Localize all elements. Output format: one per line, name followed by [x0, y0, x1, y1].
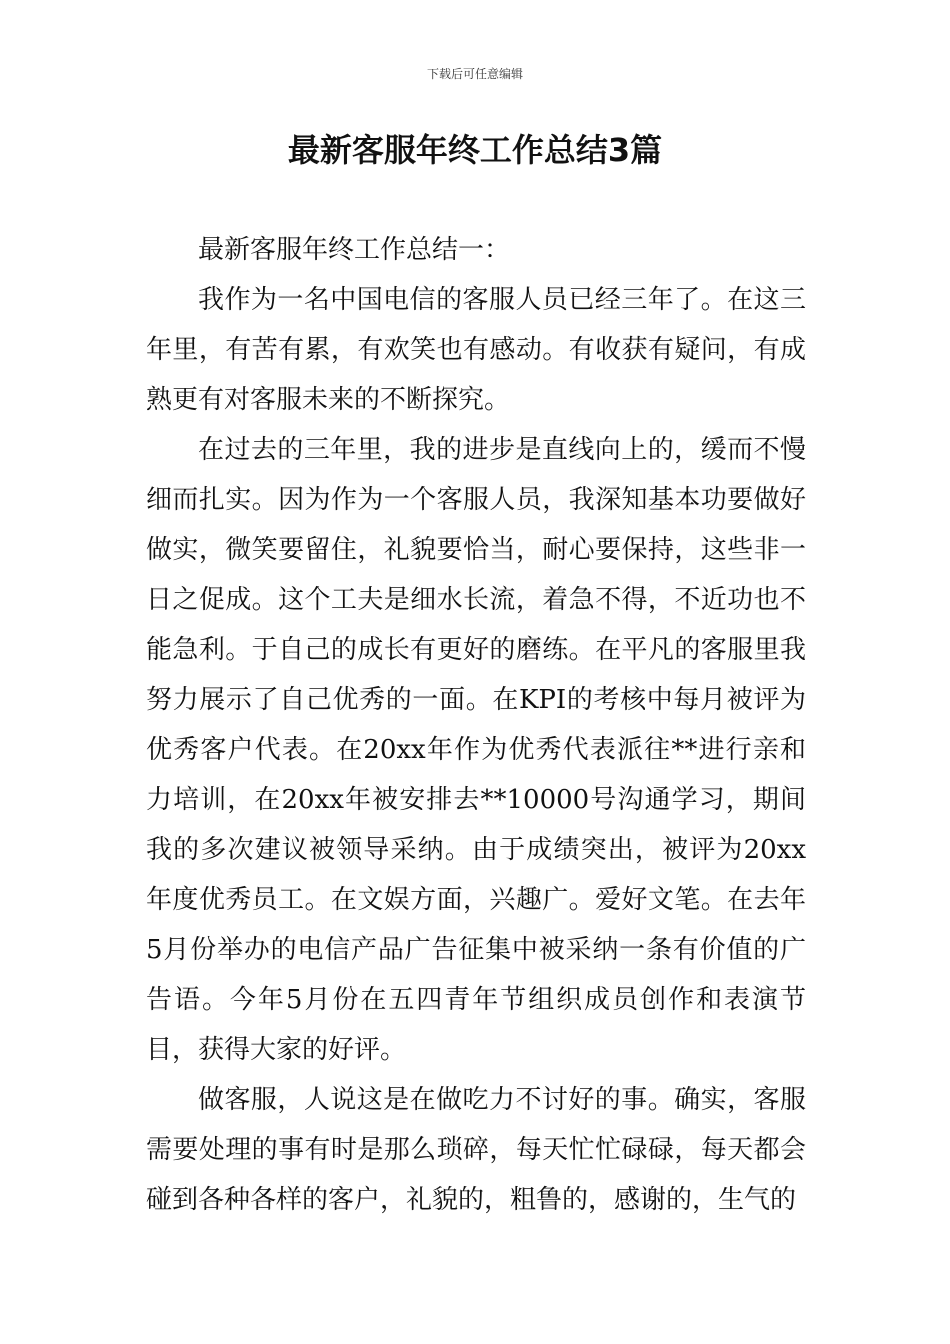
paragraph: 做客服，人说这是在做吃力不讨好的事。确实，客服需要处理的事有时是那么琐碎，每天忙忙碌碌，每天都会碰到各种各样的客户，礼貌的，粗鲁的，感谢的，生气的 [146, 1085, 806, 1215]
paragraph: 在过去的三年里，我的进步是直线向上的，缓而不慢细而扎实。因为作为一个客服人员，我深知基本功要做好做实，微笑要留住，礼貌要恰当，耐心要保持，这些非一日之促成。这个工夫是细水长流，着急不得，不近功也不能急利。于自己的成长有更好的磨练。在平凡的客服里我努力展示了自己优秀的一面。在KPI的考核中每月被评为优秀客户代表。在20xx年作为优秀代表派往**进行亲和力培训，在20xx年被安排去**10000号沟通学习，期间我的多次建议被领导采纳。由于成绩突出，被评为20xx年度优秀员工。在文娱方面，兴趣广。爱好文笔。在去年5月份举办的电信产品广告征集中被采纳一条有价值的广告语。今年5月份在五四青年节组织成员创作和表演节目，获得大家的好评。 [146, 435, 806, 1065]
section-heading: 最新客服年终工作总结一： [198, 235, 511, 265]
page-header-note: 下载后可任意编辑 [426, 67, 523, 81]
document-title: 最新客服年终工作总结3篇 [287, 131, 663, 169]
document-body [146, 225, 806, 1225]
paragraph: 我作为一名中国电信的客服人员已经三年了。在这三年里，有苦有累，有欢笑也有感动。有收获有疑问，有成熟更有对客服未来的不断探究。 [146, 285, 806, 415]
